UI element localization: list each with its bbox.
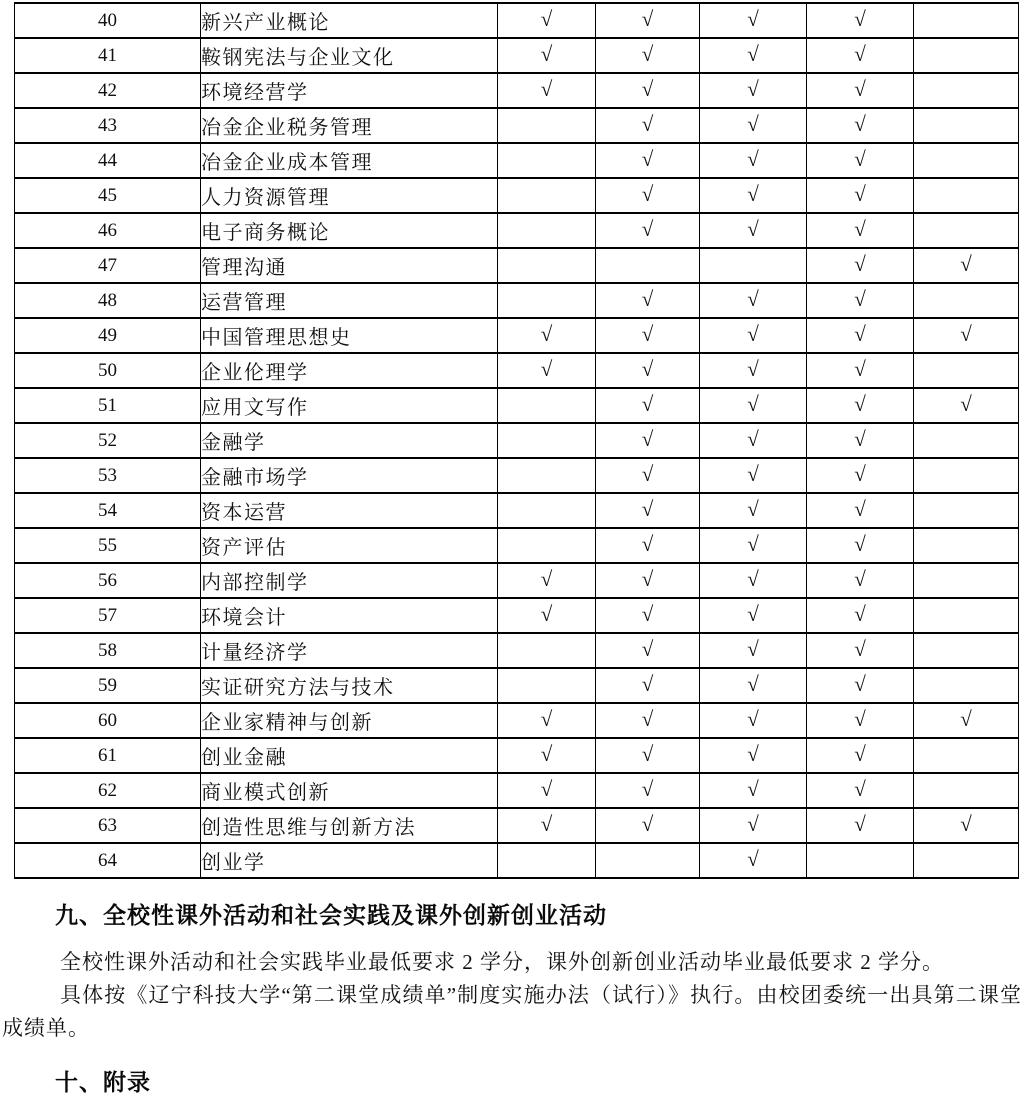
checkmark-cell	[498, 598, 596, 633]
checkmark-cell	[807, 773, 914, 808]
check-icon: √	[747, 742, 759, 766]
check-icon: √	[854, 812, 866, 836]
check-icon: √	[747, 217, 759, 241]
checkmark-cell	[807, 633, 914, 668]
checkmark-cell	[596, 283, 700, 318]
check-icon: √	[641, 7, 654, 31]
empty-check-cell	[914, 143, 1019, 178]
empty-check-cell	[914, 563, 1019, 598]
check-icon: √	[641, 42, 654, 66]
empty-check-cell	[914, 353, 1019, 388]
empty-check-cell	[914, 3, 1019, 38]
empty-check-cell	[498, 283, 596, 318]
checkmark-cell	[700, 528, 807, 563]
checkmark-cell	[596, 738, 700, 773]
check-icon: √	[641, 147, 654, 171]
check-icon: √	[641, 462, 654, 486]
empty-check-cell	[700, 248, 807, 283]
check-icon: √	[960, 707, 972, 731]
empty-check-cell	[498, 493, 596, 528]
check-icon: √	[960, 812, 972, 836]
check-icon: √	[854, 7, 866, 31]
check-icon: √	[854, 707, 866, 731]
table-row	[15, 668, 1019, 703]
check-icon: √	[747, 322, 759, 346]
checkmark-cell	[596, 178, 700, 213]
check-icon: √	[854, 567, 866, 591]
course-name-cell: 金融市场学	[201, 458, 498, 493]
checkmark-cell	[807, 598, 914, 633]
checkmark-cell	[700, 668, 807, 703]
table-row	[15, 143, 1019, 178]
checkmark-cell	[700, 213, 807, 248]
checkmark-cell	[807, 528, 914, 563]
course-table-body	[15, 3, 1019, 878]
checkmark-cell	[807, 563, 914, 598]
checkmark-cell	[807, 353, 914, 388]
course-number-cell: 57	[15, 598, 201, 633]
course-name-cell: 资产评估	[201, 528, 498, 563]
course-name-cell: 资本运营	[201, 493, 498, 528]
check-icon: √	[641, 112, 654, 136]
check-icon: √	[854, 42, 866, 66]
check-icon: √	[854, 672, 866, 696]
course-number-cell: 41	[15, 38, 201, 73]
checkmark-cell	[700, 738, 807, 773]
checkmark-cell	[498, 703, 596, 738]
empty-check-cell	[914, 843, 1019, 878]
check-icon: √	[641, 777, 654, 801]
checkmark-cell	[807, 703, 914, 738]
table-row	[15, 843, 1019, 878]
checkmark-cell	[498, 738, 596, 773]
table-row	[15, 248, 1019, 283]
empty-check-cell	[914, 108, 1019, 143]
empty-check-cell	[498, 108, 596, 143]
check-icon: √	[540, 7, 553, 31]
empty-check-cell	[498, 843, 596, 878]
empty-check-cell	[498, 143, 596, 178]
checkmark-cell	[807, 493, 914, 528]
checkmark-cell	[596, 423, 700, 458]
checkmark-cell	[596, 493, 700, 528]
course-number-cell: 49	[15, 318, 201, 353]
check-icon: √	[854, 602, 866, 626]
check-icon: √	[854, 637, 866, 661]
course-number-cell: 58	[15, 633, 201, 668]
check-icon: √	[641, 287, 654, 311]
empty-check-cell	[914, 38, 1019, 73]
check-icon: √	[747, 112, 759, 136]
checkmark-cell	[700, 38, 807, 73]
check-icon: √	[854, 742, 866, 766]
checkmark-cell	[700, 388, 807, 423]
empty-check-cell	[498, 178, 596, 213]
check-icon: √	[540, 707, 553, 731]
check-icon: √	[747, 182, 759, 206]
section-9-heading: 九、全校性课外活动和社会实践及课外创新创业活动	[55, 902, 607, 928]
check-icon: √	[960, 392, 972, 416]
check-icon: √	[747, 812, 759, 836]
course-number-cell: 59	[15, 668, 201, 703]
empty-check-cell	[498, 423, 596, 458]
checkmark-cell	[700, 3, 807, 38]
table-row	[15, 178, 1019, 213]
section-9-body	[2, 946, 1022, 1045]
course-number-cell: 42	[15, 73, 201, 108]
checkmark-cell	[596, 108, 700, 143]
table-row	[15, 773, 1019, 808]
course-number-cell: 63	[15, 808, 201, 843]
check-icon: √	[854, 777, 866, 801]
table-row	[15, 283, 1019, 318]
empty-check-cell	[914, 738, 1019, 773]
check-icon: √	[747, 462, 759, 486]
checkmark-cell	[807, 283, 914, 318]
course-number-cell: 56	[15, 563, 201, 598]
checkmark-cell	[700, 178, 807, 213]
checkmark-cell	[807, 38, 914, 73]
course-name-cell: 人力资源管理	[201, 178, 498, 213]
course-name-cell: 企业家精神与创新	[201, 703, 498, 738]
checkmark-cell	[596, 808, 700, 843]
empty-check-cell	[596, 843, 700, 878]
empty-check-cell	[914, 178, 1019, 213]
check-icon: √	[960, 322, 972, 346]
checkmark-cell	[807, 738, 914, 773]
table-row	[15, 738, 1019, 773]
checkmark-cell	[596, 38, 700, 73]
checkmark-cell	[914, 703, 1019, 738]
course-name-cell: 创业学	[201, 843, 498, 878]
check-icon: √	[641, 392, 654, 416]
check-icon: √	[747, 672, 759, 696]
empty-check-cell	[914, 423, 1019, 458]
checkmark-cell	[807, 213, 914, 248]
empty-check-cell	[498, 633, 596, 668]
check-icon: √	[960, 252, 972, 276]
checkmark-cell	[498, 38, 596, 73]
empty-check-cell	[807, 843, 914, 878]
check-icon: √	[540, 742, 553, 766]
course-table	[14, 2, 1019, 879]
checkmark-cell	[807, 668, 914, 703]
course-name-cell: 中国管理思想史	[201, 318, 498, 353]
checkmark-cell	[498, 353, 596, 388]
checkmark-cell	[807, 178, 914, 213]
check-icon: √	[854, 252, 866, 276]
course-name-cell: 创造性思维与创新方法	[201, 808, 498, 843]
check-icon: √	[747, 7, 759, 31]
course-number-cell: 62	[15, 773, 201, 808]
checkmark-cell	[700, 353, 807, 388]
check-icon: √	[747, 532, 759, 556]
checkmark-cell	[700, 143, 807, 178]
check-icon: √	[747, 42, 759, 66]
check-icon: √	[641, 812, 654, 836]
course-name-cell: 创业金融	[201, 738, 498, 773]
table-row	[15, 213, 1019, 248]
course-number-cell: 55	[15, 528, 201, 563]
course-name-cell: 鞍钢宪法与企业文化	[201, 38, 498, 73]
course-number-cell: 44	[15, 143, 201, 178]
checkmark-cell	[498, 808, 596, 843]
check-icon: √	[540, 42, 553, 66]
course-name-cell: 冶金企业成本管理	[201, 143, 498, 178]
empty-check-cell	[596, 248, 700, 283]
check-icon: √	[641, 497, 654, 521]
course-number-cell: 61	[15, 738, 201, 773]
table-row	[15, 353, 1019, 388]
checkmark-cell	[700, 633, 807, 668]
table-row	[15, 598, 1019, 633]
check-icon: √	[747, 427, 759, 451]
course-name-cell: 环境经营学	[201, 73, 498, 108]
empty-check-cell	[498, 248, 596, 283]
check-icon: √	[747, 707, 759, 731]
check-icon: √	[540, 567, 553, 591]
check-icon: √	[854, 287, 866, 311]
check-icon: √	[854, 427, 866, 451]
check-icon: √	[747, 602, 759, 626]
check-icon: √	[641, 637, 654, 661]
empty-check-cell	[498, 528, 596, 563]
checkmark-cell	[914, 808, 1019, 843]
empty-check-cell	[914, 528, 1019, 563]
table-row	[15, 808, 1019, 843]
checkmark-cell	[700, 493, 807, 528]
course-name-cell: 环境会计	[201, 598, 498, 633]
checkmark-cell	[700, 773, 807, 808]
table-row	[15, 73, 1019, 108]
checkmark-cell	[596, 353, 700, 388]
check-icon: √	[854, 532, 866, 556]
checkmark-cell	[700, 458, 807, 493]
check-icon: √	[540, 777, 553, 801]
section-9-paragraph-1: 全校性课外活动和社会实践毕业最低要求 2 学分，课外创新创业活动毕业最低要求 2 学分。	[60, 950, 944, 974]
course-name-cell: 电子商务概论	[201, 213, 498, 248]
check-icon: √	[854, 147, 866, 171]
check-icon: √	[641, 182, 654, 206]
empty-check-cell	[498, 668, 596, 703]
checkmark-cell	[596, 388, 700, 423]
checkmark-cell	[596, 3, 700, 38]
checkmark-cell	[914, 388, 1019, 423]
course-number-cell: 52	[15, 423, 201, 458]
check-icon: √	[854, 497, 866, 521]
checkmark-cell	[498, 318, 596, 353]
check-icon: √	[540, 602, 553, 626]
course-number-cell: 54	[15, 493, 201, 528]
check-icon: √	[747, 357, 759, 381]
checkmark-cell	[807, 458, 914, 493]
check-icon: √	[747, 847, 759, 871]
empty-check-cell	[914, 598, 1019, 633]
section-10-heading: 十、附录	[55, 1069, 151, 1095]
checkmark-cell	[807, 3, 914, 38]
checkmark-cell	[807, 143, 914, 178]
course-name-cell: 商业模式创新	[201, 773, 498, 808]
check-icon: √	[747, 497, 759, 521]
check-icon: √	[854, 322, 866, 346]
checkmark-cell	[498, 773, 596, 808]
check-icon: √	[747, 637, 759, 661]
check-icon: √	[854, 77, 866, 101]
empty-check-cell	[498, 213, 596, 248]
check-icon: √	[641, 672, 654, 696]
check-icon: √	[540, 77, 553, 101]
table-row	[15, 563, 1019, 598]
course-number-cell: 40	[15, 3, 201, 38]
checkmark-cell	[914, 318, 1019, 353]
check-icon: √	[854, 182, 866, 206]
empty-check-cell	[914, 773, 1019, 808]
empty-check-cell	[498, 388, 596, 423]
course-number-cell: 48	[15, 283, 201, 318]
checkmark-cell	[807, 318, 914, 353]
checkmark-cell	[700, 703, 807, 738]
empty-check-cell	[914, 493, 1019, 528]
checkmark-cell	[596, 773, 700, 808]
table-row	[15, 703, 1019, 738]
course-name-cell: 企业伦理学	[201, 353, 498, 388]
checkmark-cell	[596, 563, 700, 598]
check-icon: √	[854, 112, 866, 136]
check-icon: √	[641, 602, 654, 626]
checkmark-cell	[807, 423, 914, 458]
checkmark-cell	[807, 108, 914, 143]
checkmark-cell	[807, 248, 914, 283]
checkmark-cell	[700, 73, 807, 108]
check-icon: √	[540, 357, 553, 381]
checkmark-cell	[700, 318, 807, 353]
table-row	[15, 388, 1019, 423]
checkmark-cell	[596, 703, 700, 738]
course-number-cell: 45	[15, 178, 201, 213]
course-name-cell: 计量经济学	[201, 633, 498, 668]
checkmark-cell	[498, 3, 596, 38]
check-icon: √	[641, 532, 654, 556]
empty-check-cell	[914, 633, 1019, 668]
check-icon: √	[747, 287, 759, 311]
check-icon: √	[641, 322, 654, 346]
checkmark-cell	[807, 808, 914, 843]
checkmark-cell	[807, 388, 914, 423]
checkmark-cell	[914, 248, 1019, 283]
course-name-cell: 冶金企业税务管理	[201, 108, 498, 143]
course-name-cell: 运营管理	[201, 283, 498, 318]
check-icon: √	[854, 462, 866, 486]
check-icon: √	[854, 217, 866, 241]
course-name-cell: 实证研究方法与技术	[201, 668, 498, 703]
checkmark-cell	[596, 458, 700, 493]
checkmark-cell	[596, 668, 700, 703]
empty-check-cell	[914, 668, 1019, 703]
checkmark-cell	[700, 108, 807, 143]
checkmark-cell	[807, 73, 914, 108]
checkmark-cell	[596, 73, 700, 108]
check-icon: √	[641, 427, 654, 451]
checkmark-cell	[700, 563, 807, 598]
checkmark-cell	[700, 843, 807, 878]
table-row	[15, 528, 1019, 563]
check-icon: √	[747, 777, 759, 801]
checkmark-cell	[498, 563, 596, 598]
check-icon: √	[854, 392, 866, 416]
check-icon: √	[641, 217, 654, 241]
table-row	[15, 493, 1019, 528]
check-icon: √	[854, 357, 866, 381]
check-icon: √	[641, 707, 654, 731]
course-number-cell: 60	[15, 703, 201, 738]
checkmark-cell	[596, 528, 700, 563]
section-9-paragraph-2: 具体按《辽宁科技大学“第二课堂成绩单”制度实施办法（试行）》执行。由校团委统一出具第二课堂成绩单。	[2, 983, 1022, 1040]
course-name-cell: 内部控制学	[201, 563, 498, 598]
empty-check-cell	[914, 213, 1019, 248]
course-number-cell: 46	[15, 213, 201, 248]
checkmark-cell	[498, 73, 596, 108]
course-number-cell: 51	[15, 388, 201, 423]
checkmark-cell	[700, 808, 807, 843]
course-name-cell: 管理沟通	[201, 248, 498, 283]
check-icon: √	[540, 322, 553, 346]
table-row	[15, 458, 1019, 493]
check-icon: √	[641, 567, 654, 591]
check-icon: √	[747, 77, 759, 101]
empty-check-cell	[498, 458, 596, 493]
checkmark-cell	[596, 598, 700, 633]
course-number-cell: 43	[15, 108, 201, 143]
checkmark-cell	[596, 633, 700, 668]
check-icon: √	[641, 742, 654, 766]
checkmark-cell	[596, 318, 700, 353]
check-icon: √	[747, 392, 759, 416]
table-row	[15, 3, 1019, 38]
check-icon: √	[641, 77, 654, 101]
course-name-cell: 金融学	[201, 423, 498, 458]
check-icon: √	[747, 147, 759, 171]
checkmark-cell	[700, 423, 807, 458]
checkmark-cell	[700, 598, 807, 633]
course-number-cell: 50	[15, 353, 201, 388]
course-name-cell: 应用文写作	[201, 388, 498, 423]
checkmark-cell	[596, 213, 700, 248]
table-row	[15, 108, 1019, 143]
check-icon: √	[747, 567, 759, 591]
table-row	[15, 38, 1019, 73]
course-number-cell: 64	[15, 843, 201, 878]
course-number-cell: 47	[15, 248, 201, 283]
check-icon: √	[641, 357, 654, 381]
checkmark-cell	[700, 283, 807, 318]
course-number-cell: 53	[15, 458, 201, 493]
table-row	[15, 318, 1019, 353]
checkmark-cell	[596, 143, 700, 178]
check-icon: √	[540, 812, 553, 836]
empty-check-cell	[914, 458, 1019, 493]
course-name-cell: 新兴产业概论	[201, 3, 498, 38]
table-row	[15, 423, 1019, 458]
table-row	[15, 633, 1019, 668]
empty-check-cell	[914, 73, 1019, 108]
empty-check-cell	[914, 283, 1019, 318]
